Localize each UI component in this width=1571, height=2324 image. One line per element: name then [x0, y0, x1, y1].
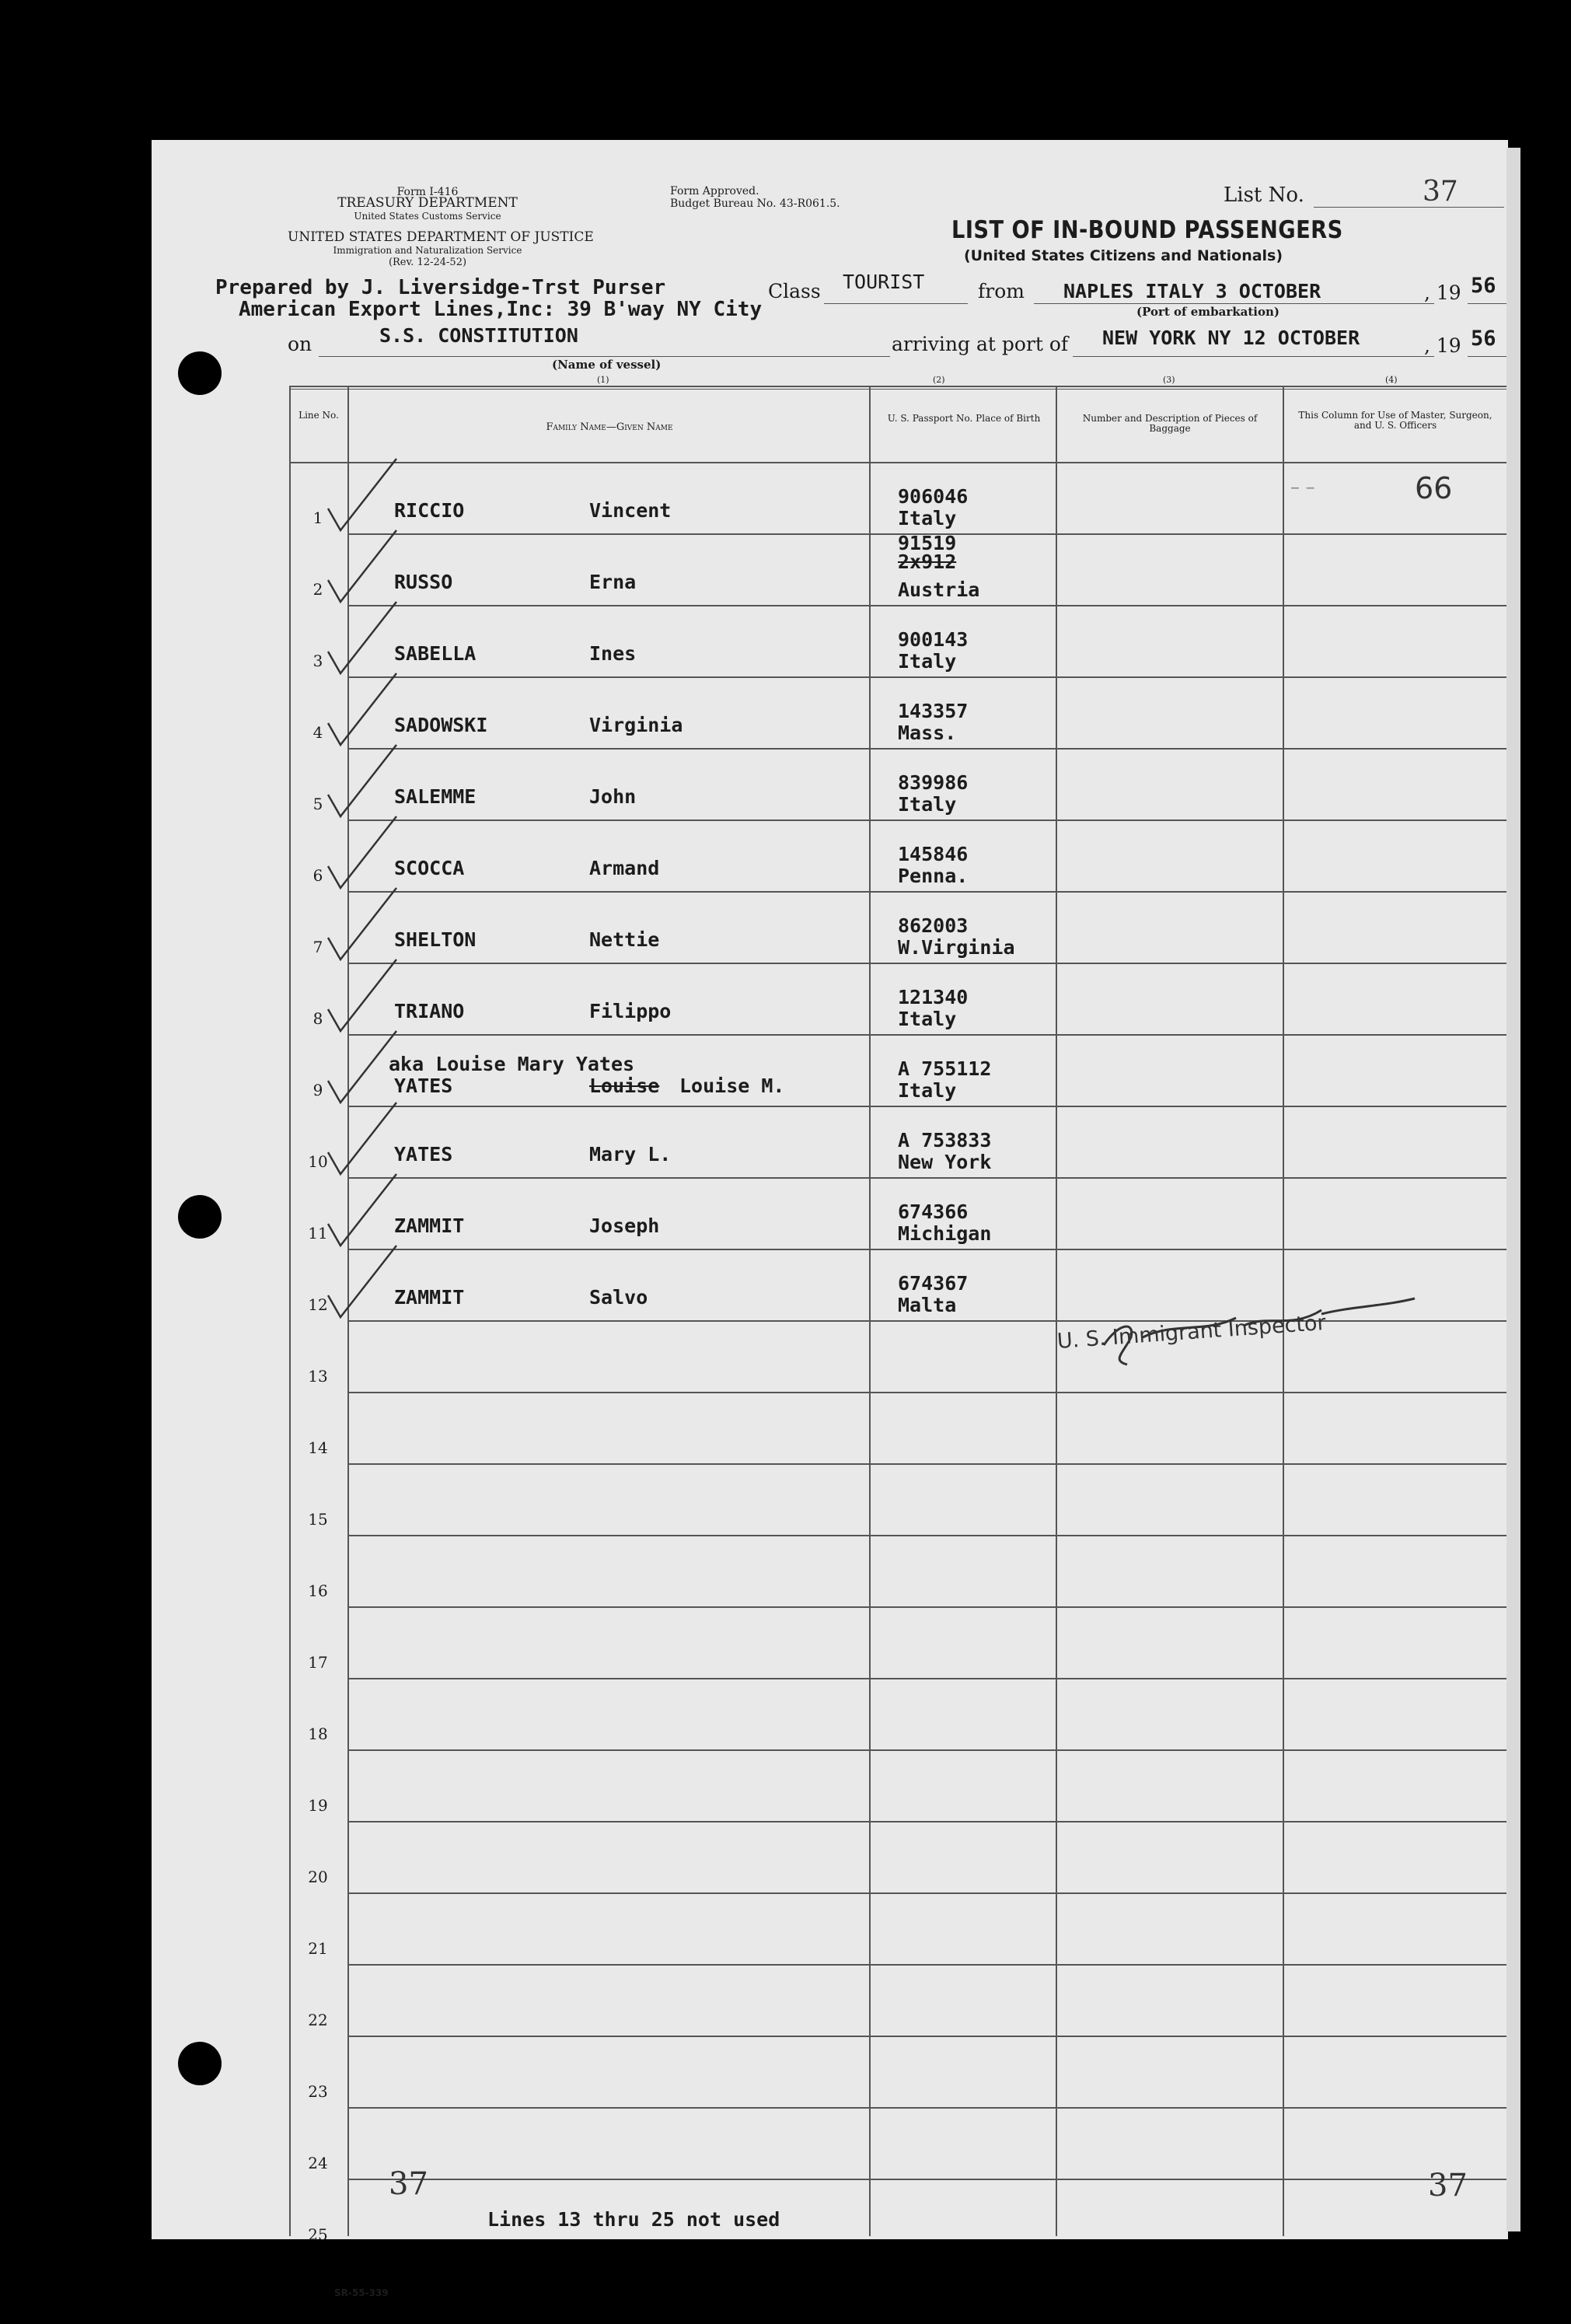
place-of-birth: W.Virginia — [898, 936, 1015, 959]
given-name: Vincent — [589, 499, 672, 522]
line-number: 20 — [308, 1868, 328, 1886]
line-number: 8 — [312, 1009, 323, 1028]
port-embark-label: (Port of embarkation) — [1136, 305, 1279, 319]
given-name: Louise M. — [679, 1075, 785, 1097]
passport-number: 674367 — [898, 1272, 969, 1295]
passport-number: 839986 — [898, 771, 969, 794]
col-divider-name — [869, 386, 871, 2236]
col-divider-passport — [1056, 386, 1057, 2236]
revision: (Rev. 12-24-52) — [388, 257, 467, 268]
handwritten-list-no-left: 37 — [389, 2166, 428, 2202]
col-num-4: (4) — [1385, 375, 1398, 385]
passport-number: 143357 — [898, 700, 969, 722]
row-rule — [347, 820, 1506, 821]
family-name: ZAMMIT — [394, 1214, 465, 1237]
header-officers: This Column for Use of Master, Surgeon, and U. S. Officers — [1298, 410, 1492, 431]
family-name: ZAMMIT — [394, 1286, 465, 1309]
given-name: Ines — [589, 642, 637, 665]
class-label: Class — [768, 280, 821, 302]
table-top-rule — [289, 386, 1506, 387]
family-name: SCOCCA — [394, 857, 465, 879]
line-number: 11 — [308, 1224, 328, 1242]
year-rule-1 — [1468, 303, 1506, 304]
year-1: 56 — [1471, 274, 1496, 298]
inspector-signature — [1088, 1291, 1423, 1376]
row-rule — [347, 2036, 1506, 2037]
passport-number: 862003 — [898, 914, 969, 937]
given-name: Mary L. — [589, 1143, 672, 1165]
line-number: 7 — [312, 938, 323, 956]
line-number: 4 — [312, 723, 323, 742]
place-of-birth: Austria — [898, 578, 980, 601]
given-name: John — [589, 785, 637, 808]
class-rule — [824, 303, 968, 304]
line-number: 24 — [308, 2154, 328, 2172]
table-left-border — [289, 386, 291, 2236]
line-number: 25 — [308, 2225, 328, 2244]
year-prefix-1: , 19 — [1424, 281, 1461, 304]
list-no-value: 37 — [1423, 176, 1458, 208]
passport-number: A 755112 — [898, 1057, 992, 1080]
row-rule — [347, 676, 1506, 678]
line-number: 23 — [308, 2082, 328, 2101]
header-passport: U. S. Passport No. Place of Birth — [887, 413, 1041, 424]
row-rule — [347, 1249, 1506, 1250]
passport-number: 91519 — [898, 532, 957, 554]
form-title: LIST OF IN-BOUND PASSENGERS — [951, 216, 1343, 244]
family-name: RICCIO — [394, 499, 465, 522]
place-of-birth: Italy — [898, 507, 957, 529]
line-number: 18 — [308, 1725, 328, 1743]
passport-number: 900143 — [898, 628, 969, 651]
given-name: Joseph — [589, 1214, 660, 1237]
row-rule — [347, 1821, 1506, 1823]
budget-bureau: Budget Bureau No. 43-R061.5. — [670, 197, 840, 210]
passport-number: 674366 — [898, 1200, 969, 1223]
inspector-stamp: U. S. Immigrant Inspector — [1056, 1310, 1327, 1354]
list-no-rule — [1314, 207, 1504, 208]
year-prefix-2: , 19 — [1424, 334, 1461, 357]
given-name: Salvo — [589, 1286, 648, 1309]
line-number: 21 — [308, 1939, 328, 1958]
place-of-birth: Mass. — [898, 722, 957, 744]
form-number: Form I-416 — [396, 186, 459, 198]
line-number: 3 — [312, 652, 323, 670]
line-number: 1 — [312, 508, 323, 527]
treasury-dept: TREASURY DEPARTMENT — [337, 195, 518, 211]
year-rule-2 — [1468, 356, 1506, 357]
line-number: 17 — [308, 1653, 328, 1672]
line-number: 6 — [312, 866, 323, 885]
class-value: TOURIST — [843, 271, 925, 293]
given-name: Filippo — [589, 1000, 672, 1022]
family-name: SHELTON — [394, 928, 477, 951]
vessel-rule — [319, 356, 890, 357]
family-name: YATES — [394, 1075, 453, 1097]
line-number: 2 — [312, 580, 323, 599]
officer-marks: – – — [1290, 476, 1315, 498]
from-rule — [1034, 303, 1434, 304]
given-name-struck: Louise — [589, 1075, 660, 1097]
row-rule — [347, 1535, 1506, 1536]
family-name: SABELLA — [394, 642, 477, 665]
from-value: NAPLES ITALY 3 OCTOBER — [1063, 280, 1321, 302]
place-of-birth: Italy — [898, 793, 957, 816]
passport-number: A 753833 — [898, 1129, 992, 1152]
place-of-birth: Italy — [898, 650, 957, 673]
family-name: RUSSO — [394, 571, 453, 593]
paper-edge — [1506, 148, 1520, 2231]
place-of-birth: Michigan — [898, 1222, 992, 1245]
given-name: Armand — [589, 857, 660, 879]
row-rule — [347, 748, 1506, 750]
col-num-3: (3) — [1163, 375, 1175, 385]
footer-code: SR-55-339 — [334, 2287, 389, 2298]
line-number: 9 — [312, 1081, 323, 1099]
vessel-name: S.S. CONSTITUTION — [379, 324, 578, 347]
arrival-rule — [1073, 356, 1434, 357]
arriving-label: arriving at port of — [892, 333, 1069, 355]
year-2: 56 — [1471, 327, 1496, 351]
row-rule — [347, 1892, 1506, 1894]
row-rule — [347, 963, 1506, 964]
check-mark — [311, 1241, 404, 1326]
given-name: Nettie — [589, 928, 660, 951]
given-name: Virginia — [589, 714, 683, 736]
line-number: 5 — [312, 795, 323, 813]
vessel-label: (Name of vessel) — [552, 358, 662, 372]
col-num-2: (2) — [933, 375, 945, 385]
customs-service: United States Customs Service — [354, 211, 501, 222]
row-rule — [347, 1463, 1506, 1465]
table-top-rule-inner — [289, 389, 1506, 390]
header-baggage: Number and Description of Pieces of Baggage — [1082, 413, 1258, 434]
from-label: from — [978, 280, 1025, 302]
form-subtitle: (United States Citizens and Nationals) — [964, 247, 1283, 264]
line-number: 16 — [308, 1581, 328, 1600]
passport-number: 145846 — [898, 843, 969, 865]
line-number: 13 — [308, 1367, 328, 1386]
ins-service: Immigration and Naturalization Service — [333, 245, 522, 256]
family-name: YATES — [394, 1143, 453, 1165]
header-rule — [289, 462, 1506, 463]
row-rule — [347, 1964, 1506, 1966]
place-of-birth: New York — [898, 1151, 992, 1173]
row-rule — [347, 1177, 1506, 1179]
header-line-no: Line No. — [298, 410, 339, 421]
place-of-birth: Italy — [898, 1008, 957, 1030]
row-rule — [347, 1678, 1506, 1679]
company-address: American Export Lines,Inc: 39 B'way NY City — [239, 298, 763, 321]
line-number: 10 — [308, 1152, 328, 1171]
place-of-birth: Penna. — [898, 865, 969, 887]
punch-hole — [178, 351, 222, 395]
handwritten-list-no-right: 37 — [1428, 2168, 1468, 2203]
officer-count: 66 — [1415, 471, 1453, 505]
place-of-birth: Malta — [898, 1294, 957, 1316]
place-of-birth: Italy — [898, 1079, 957, 1102]
line-number: 19 — [308, 1796, 328, 1815]
family-name: SADOWSKI — [394, 714, 488, 736]
aka-name: aka Louise Mary Yates — [389, 1053, 635, 1075]
punch-hole — [178, 2042, 222, 2085]
col-num-1: (1) — [597, 375, 609, 385]
line-number: 12 — [308, 1295, 328, 1314]
line-number: 14 — [308, 1438, 328, 1457]
row-rule — [347, 1749, 1506, 1751]
row-rule — [347, 605, 1506, 606]
passport-number-struck: 2x912 — [898, 550, 957, 573]
passport-number: 121340 — [898, 986, 969, 1008]
punch-hole — [178, 1195, 222, 1239]
on-label: on — [288, 333, 312, 355]
row-rule — [347, 1606, 1506, 1608]
row-rule — [347, 2107, 1506, 2109]
row-rule — [347, 1034, 1506, 1036]
row-rule — [347, 1106, 1506, 1107]
line-number: 22 — [308, 2011, 328, 2029]
arrival-value: NEW YORK NY 12 OCTOBER — [1102, 327, 1360, 349]
header-name: Family Name—Given Name — [546, 421, 673, 433]
family-name: TRIANO — [394, 1000, 465, 1022]
family-name: SALEMME — [394, 785, 477, 808]
row-rule — [347, 2179, 1506, 2180]
unused-lines-note: Lines 13 thru 25 not used — [487, 2208, 780, 2231]
given-name: Erna — [589, 571, 637, 593]
prepared-by: Prepared by J. Liversidge-Trst Purser — [215, 276, 666, 299]
form-approved: Form Approved. — [670, 185, 759, 197]
passport-number: 906046 — [898, 485, 969, 508]
justice-dept: UNITED STATES DEPARTMENT OF JUSTICE — [288, 229, 594, 245]
line-number: 15 — [308, 1510, 328, 1529]
list-no-label: List No. — [1224, 183, 1304, 207]
row-rule — [347, 891, 1506, 893]
row-rule — [347, 1392, 1506, 1393]
